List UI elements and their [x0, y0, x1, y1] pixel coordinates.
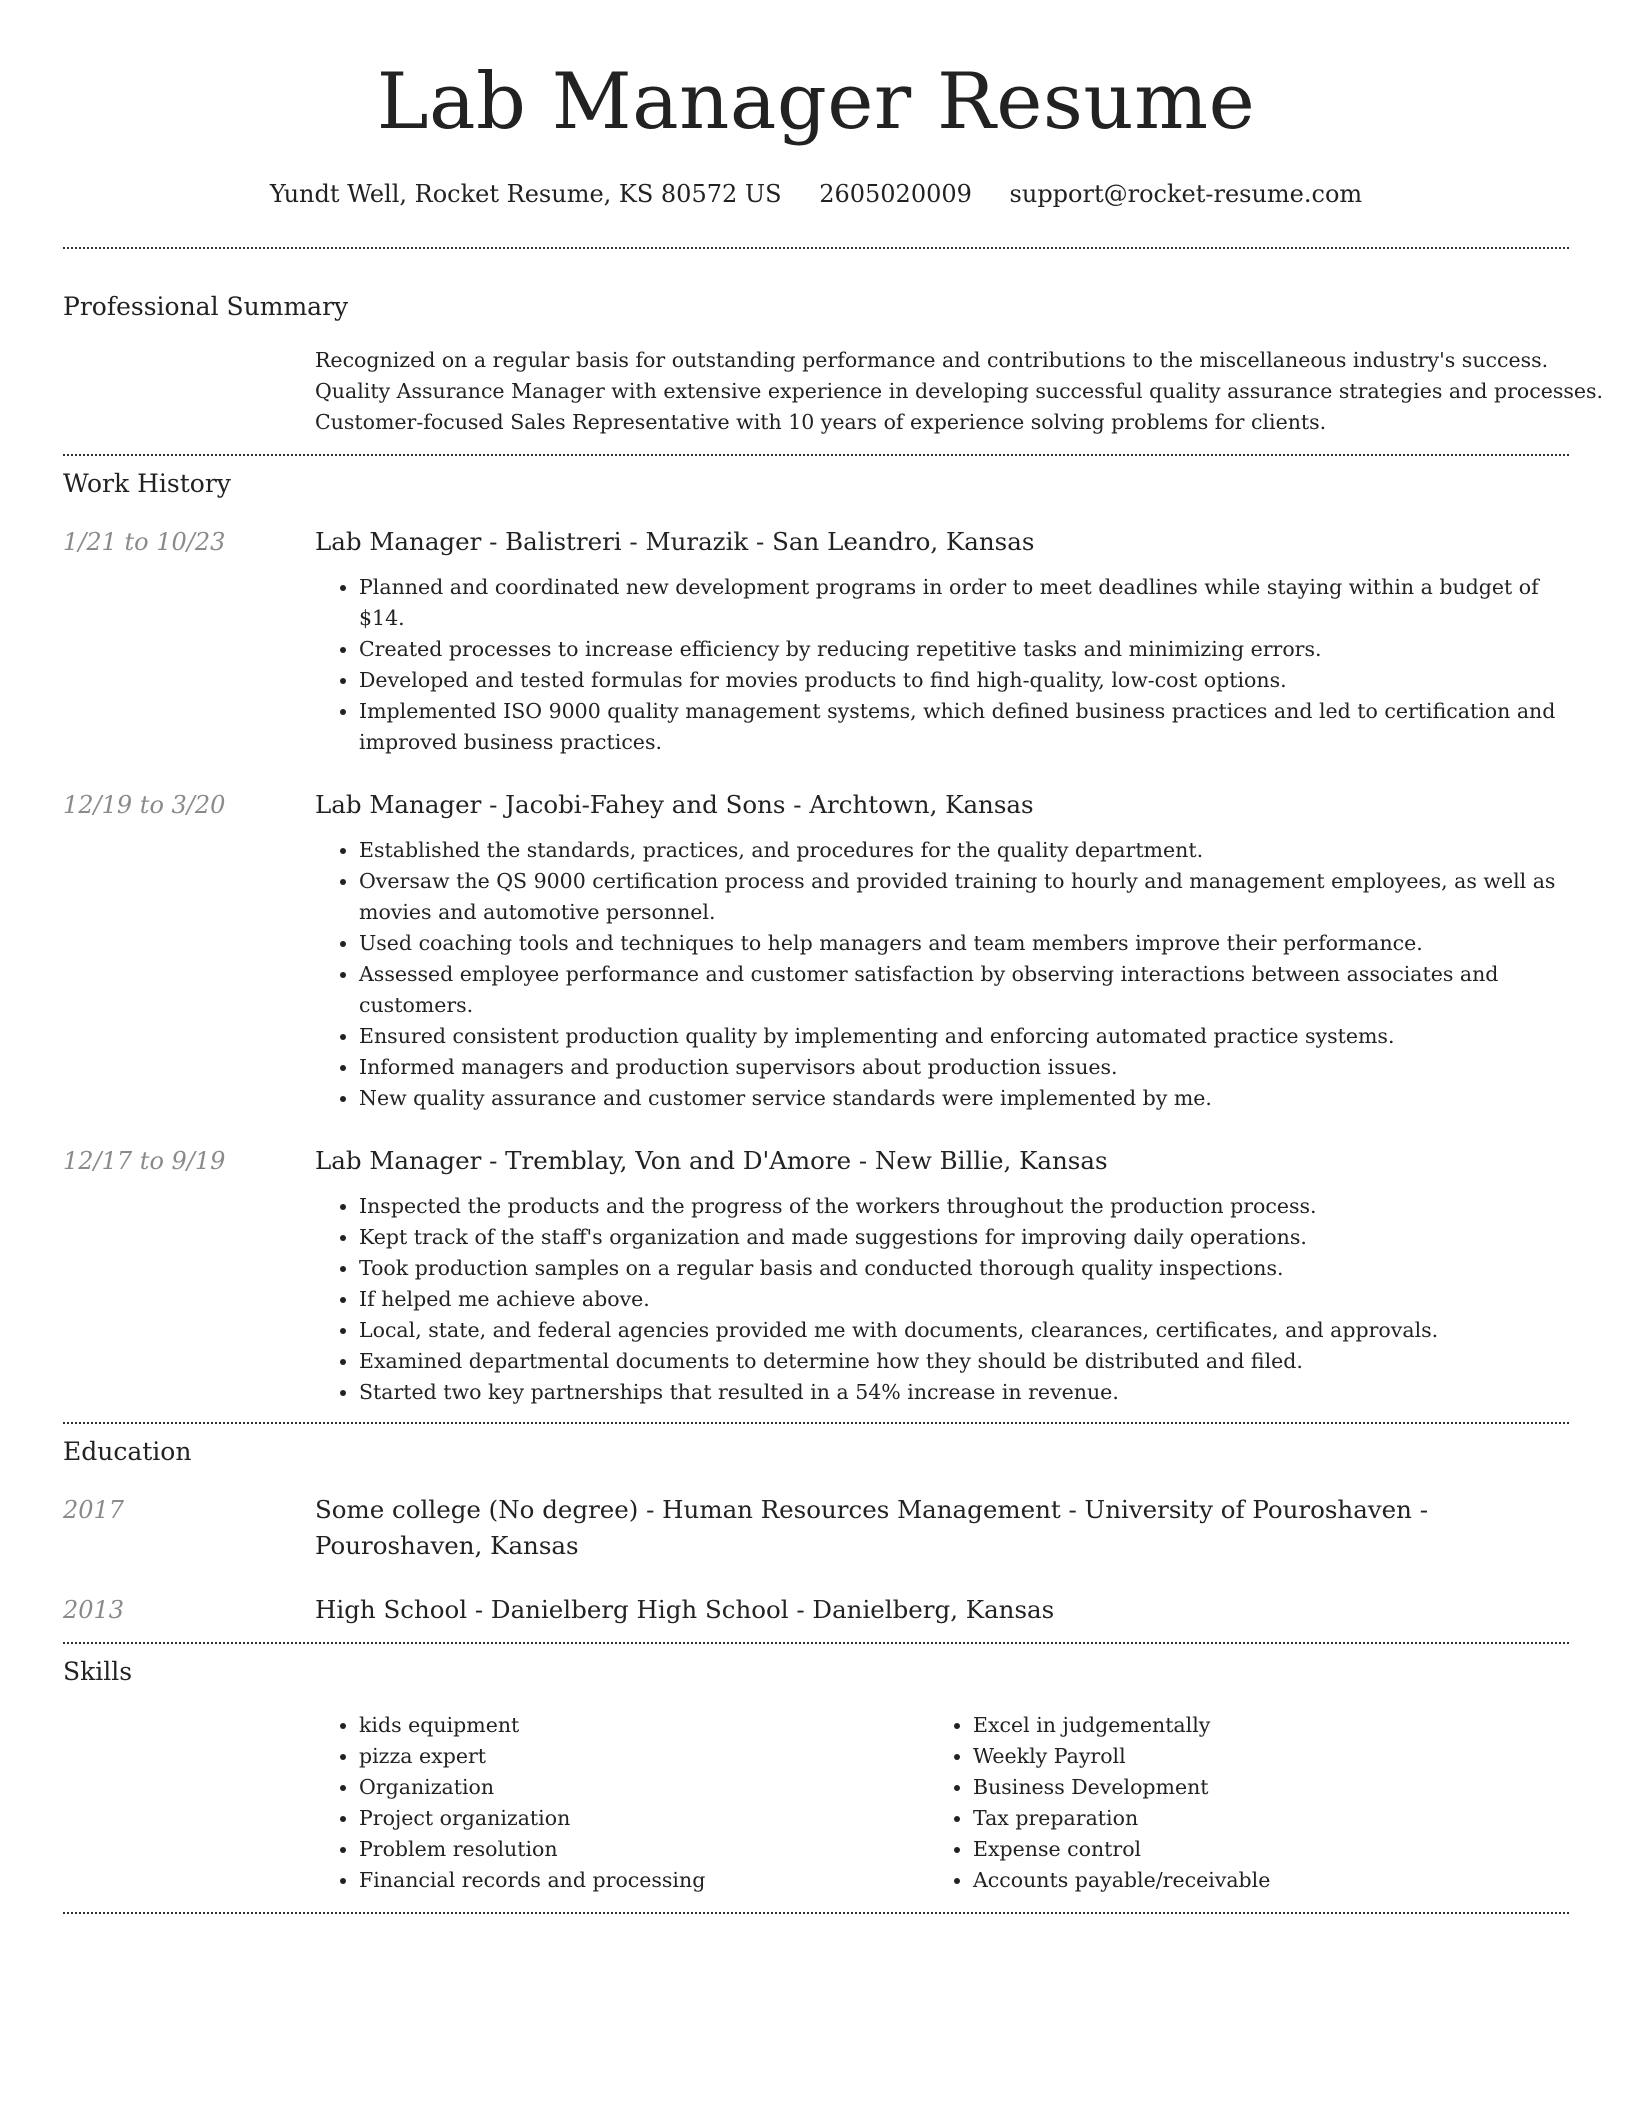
work-entry: [63, 524, 1569, 758]
work-history-section: [63, 468, 1569, 1422]
skill-item: • Financial records and processing: [359, 1865, 929, 1896]
education-year: 2013: [63, 1596, 125, 1624]
work-history-heading: Work History: [63, 469, 231, 498]
contact-address: Yundt Well, Rocket Resume, KS 80572 US: [269, 180, 782, 208]
summary-line: Recognized on a regular basis for outstanding performance and contributions to the miscellaneous industry's success.: [315, 348, 1549, 372]
work-bullet: • Kept track of the staff's organization and made suggestions for improving daily operations.: [359, 1222, 1569, 1253]
contact-phone: 2605020009: [819, 180, 972, 208]
work-bullet: • If helped me achieve above.: [359, 1284, 1569, 1315]
education-detail: [315, 1492, 1569, 1564]
work-bullets: [315, 572, 1569, 758]
skill-item: • Weekly Payroll: [973, 1741, 1543, 1772]
work-entry: [63, 1143, 1569, 1422]
work-title: Lab Manager - Jacobi-Fahey and Sons - Archtown, Kansas: [315, 790, 1034, 819]
education-school: - University of Pouroshaven - Pouroshaven, Kansas: [315, 1495, 1428, 1560]
work-entry-body: [315, 1143, 1569, 1422]
education-school: - Danielberg High School - Danielberg, Kansas: [467, 1595, 1055, 1624]
work-bullet: • Implemented ISO 9000 quality management systems, which defined business practices and led to certification and improved business practices.: [359, 696, 1569, 758]
work-title: Lab Manager - Balistreri - Murazik - San Leandro, Kansas: [315, 527, 1035, 556]
work-entry-body: [315, 787, 1569, 1114]
work-bullet: • Used coaching tools and techniques to help managers and team members improve their performance.: [359, 928, 1569, 959]
work-bullet: • Inspected the products and the progress of the workers throughout the production process.: [359, 1191, 1569, 1222]
work-bullet: • Developed and tested formulas for movies products to find high-quality, low-cost options.: [359, 665, 1569, 696]
work-entry-body: [315, 524, 1569, 758]
education-section: [63, 1436, 1569, 1628]
summary-text: [315, 345, 1604, 438]
skill-item: • Accounts payable/receivable: [973, 1865, 1543, 1896]
work-title: Lab Manager - Tremblay, Von and D'Amore - New Billie, Kansas: [315, 1146, 1108, 1175]
education-heading: Education: [63, 1437, 192, 1466]
summary-line: Quality Assurance Manager with extensive experience in developing successful quality assurance strategies and processes.: [315, 379, 1604, 403]
skill-item: • kids equipment: [359, 1710, 929, 1741]
header-divider: [63, 247, 1569, 249]
work-bullet: • Created processes to increase efficiency by reducing repetitive tasks and minimizing errors.: [359, 634, 1569, 665]
contact-line: [63, 178, 1569, 210]
skill-item: • Project organization: [359, 1803, 929, 1834]
education-entry: [63, 1592, 1569, 1628]
work-bullet: • Took production samples on a regular basis and conducted thorough quality inspections.: [359, 1253, 1569, 1284]
summary-heading: Professional Summary: [63, 292, 349, 321]
work-bullet: • New quality assurance and customer service standards were implemented by me.: [359, 1083, 1569, 1114]
skills-divider: [63, 1912, 1569, 1914]
work-dates: 12/19 to 3/20: [63, 791, 226, 819]
education-entry: [63, 1492, 1569, 1564]
skill-item: • Tax preparation: [973, 1803, 1543, 1834]
work-bullet: • Oversaw the QS 9000 certification process and provided training to hourly and management employees, as well as movies and automotive personnel.: [359, 866, 1569, 928]
skill-item: • Problem resolution: [359, 1834, 929, 1865]
skill-item: • Business Development: [973, 1772, 1543, 1803]
work-bullet: • Informed managers and production supervisors about production issues.: [359, 1052, 1569, 1083]
work-dates: 1/21 to 10/23: [63, 528, 226, 556]
work-dates: 12/17 to 9/19: [63, 1147, 226, 1175]
summary-divider: [63, 454, 1569, 456]
work-bullet: • Established the standards, practices, and procedures for the quality department.: [359, 835, 1569, 866]
work-bullet: • Local, state, and federal agencies provided me with documents, clearances, certificates, and approvals.: [359, 1315, 1569, 1346]
skill-item: • Organization: [359, 1772, 929, 1803]
education-divider: [63, 1642, 1569, 1644]
work-bullets: [315, 835, 1569, 1114]
work-entry: [63, 787, 1569, 1114]
skills-list-right: [929, 1710, 1543, 1896]
work-bullet: • Planned and coordinated new development programs in order to meet deadlines while staying within a budget of $14.: [359, 572, 1569, 634]
contact-email: support@rocket-resume.com: [1009, 180, 1363, 208]
work-bullet: • Started two key partnerships that resulted in a 54% increase in revenue.: [359, 1377, 1569, 1408]
skill-item: • Excel in judgementally: [973, 1710, 1543, 1741]
work-divider: [63, 1422, 1569, 1424]
summary-section: [63, 291, 1604, 438]
skill-item: • Expense control: [973, 1834, 1543, 1865]
work-bullet: • Assessed employee performance and customer satisfaction by observing interactions between associates and customers.: [359, 959, 1569, 1021]
skill-item: • pizza expert: [359, 1741, 929, 1772]
skills-heading: Skills: [63, 1657, 133, 1686]
skills-section: [63, 1656, 1569, 1896]
skills-list-left: [315, 1710, 929, 1896]
resume-title: Lab Manager Resume: [376, 57, 1256, 147]
education-detail: [315, 1592, 1569, 1628]
education-degree: Some college (No degree) - Human Resources Management: [315, 1495, 1061, 1524]
education-year: 2017: [63, 1496, 125, 1524]
work-bullet: • Examined departmental documents to determine how they should be distributed and filed.: [359, 1346, 1569, 1377]
work-bullets: [315, 1191, 1569, 1408]
summary-line: Customer-focused Sales Representative with 10 years of experience solving problems for clients.: [315, 410, 1327, 434]
skills-columns: [315, 1710, 1569, 1896]
work-bullet: • Ensured consistent production quality by implementing and enforcing automated practice systems.: [359, 1021, 1569, 1052]
education-degree: High School: [315, 1595, 468, 1624]
